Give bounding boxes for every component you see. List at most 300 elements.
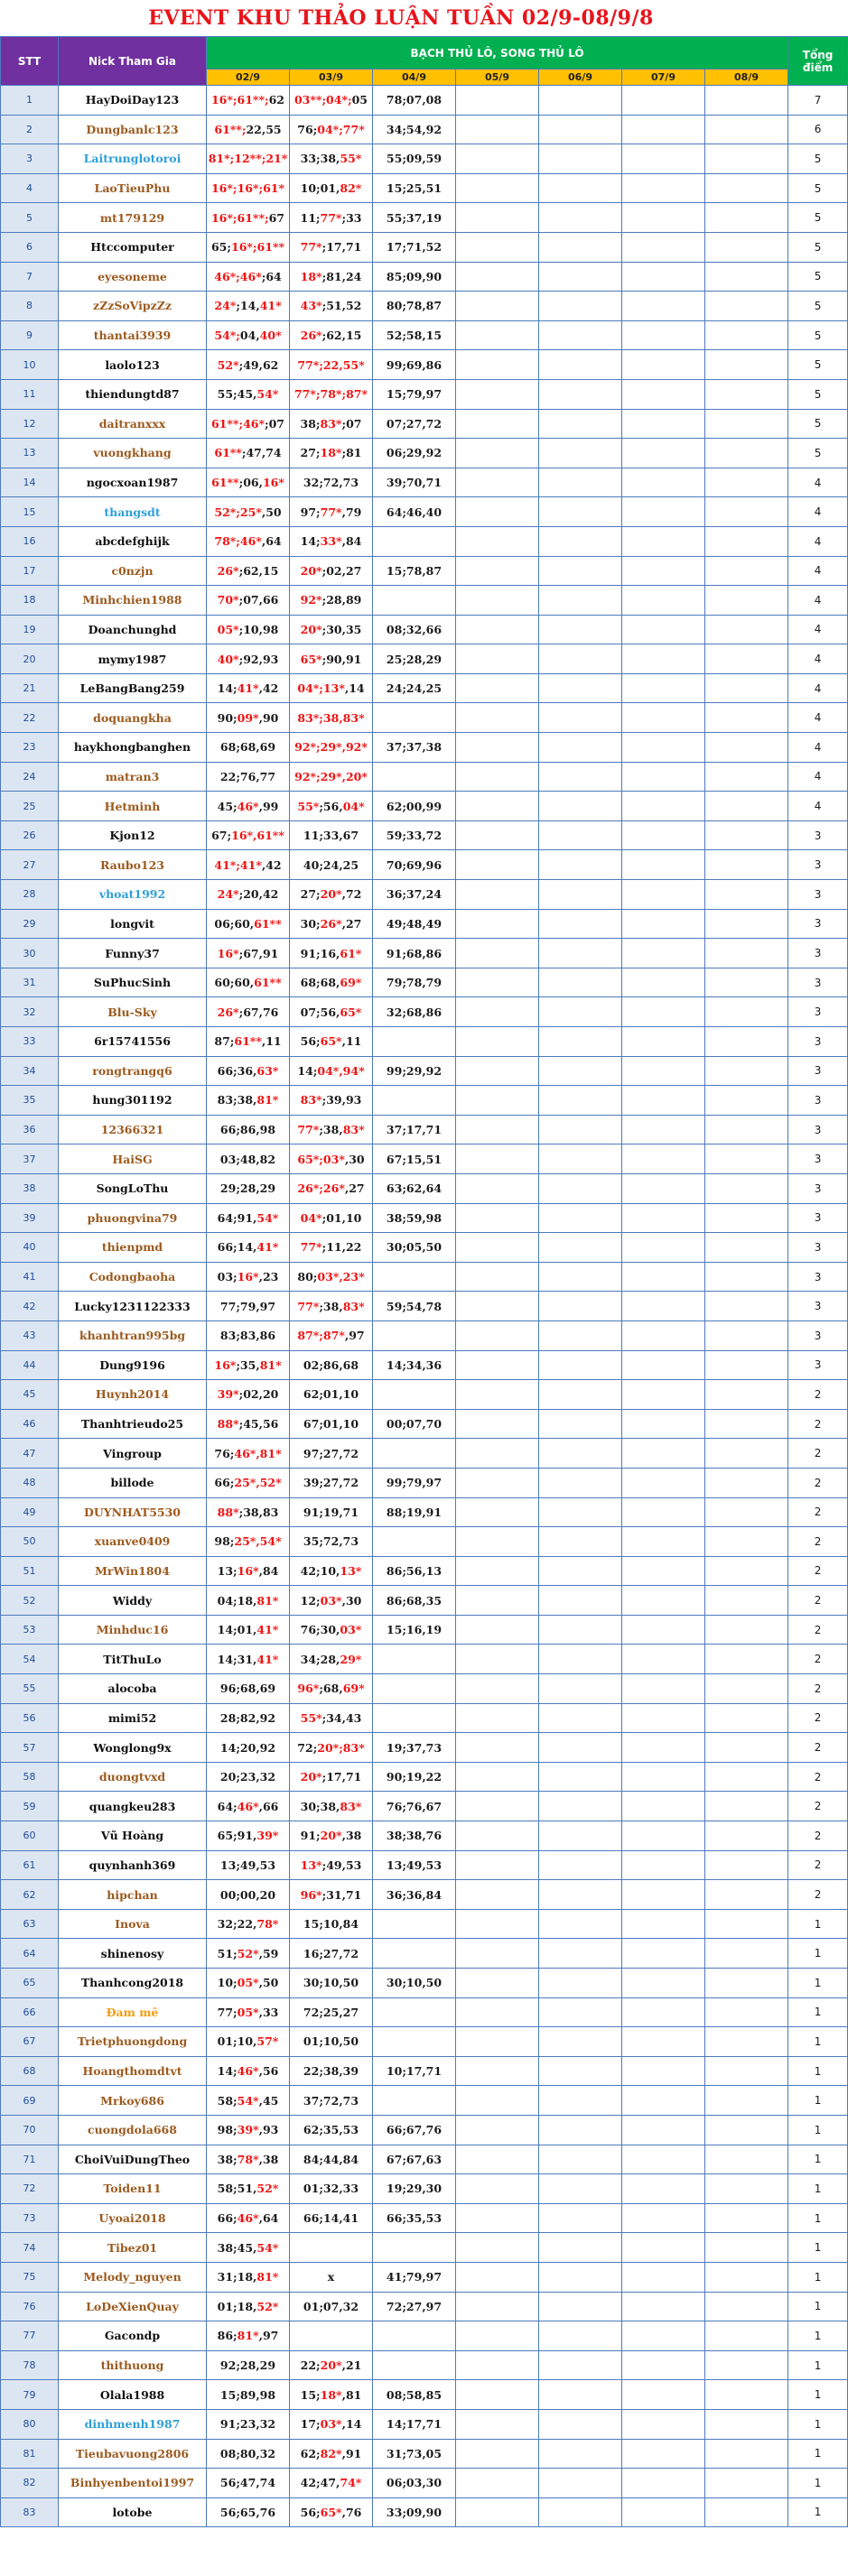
row-day-cell xyxy=(207,556,290,586)
pick-number: 66;14, xyxy=(217,1240,257,1255)
row-day-cell xyxy=(539,792,622,821)
pick-number: 49;48,49 xyxy=(386,916,443,931)
row-day-cell xyxy=(539,2469,622,2498)
row-day-cell xyxy=(207,1762,290,1792)
row-total: 1 xyxy=(788,2174,848,2204)
row-day-cell xyxy=(622,1997,705,2027)
row-day-cell xyxy=(622,673,705,703)
row-day-cell xyxy=(207,232,290,262)
row-day-cell xyxy=(539,409,622,439)
row-day-cell xyxy=(207,2145,290,2174)
row-day-cell xyxy=(373,2321,456,2351)
hit-number: 65* xyxy=(300,652,322,666)
row-day-cell xyxy=(373,1792,456,1821)
pick-number: 67;01,10 xyxy=(303,1417,359,1432)
row-stt: 23 xyxy=(1,733,59,763)
row-day-cell xyxy=(622,2056,705,2086)
row-day-cell xyxy=(373,320,456,350)
pick-number: 38;45, xyxy=(217,2240,257,2255)
row-day-cell xyxy=(705,1909,788,1939)
row-total: 1 xyxy=(788,1969,848,1998)
row-day-cell xyxy=(456,1292,539,1321)
row-day-cell xyxy=(456,86,539,116)
row-nick: 12366321 xyxy=(59,1115,207,1144)
row-day-cell xyxy=(539,2174,622,2204)
row-day-cell xyxy=(456,2233,539,2263)
row-day-cell xyxy=(622,850,705,880)
row-total: 5 xyxy=(788,144,848,174)
pick-number: ;45,56 xyxy=(238,1417,279,1432)
row-day-cell xyxy=(622,1969,705,1998)
row-nick: HaiSG xyxy=(59,1144,207,1174)
row-day-cell xyxy=(290,1703,373,1733)
row-day-cell xyxy=(705,1792,788,1821)
row-day-cell xyxy=(456,1821,539,1851)
pick-number: 06;03,30 xyxy=(386,2476,443,2490)
row-day-cell xyxy=(373,1056,456,1086)
row-day-cell xyxy=(290,292,373,321)
row-day-cell xyxy=(373,115,456,144)
hit-number: 77* xyxy=(300,1240,322,1255)
pick-number: ;81,24 xyxy=(321,269,362,283)
row-total: 2 xyxy=(788,1497,848,1527)
row-day-cell xyxy=(207,1821,290,1851)
row-day-cell xyxy=(456,1909,539,1939)
hit-number: 04*,94* xyxy=(317,1063,365,1078)
row-day-cell xyxy=(207,1320,290,1350)
hit-number: 81* xyxy=(256,1593,279,1608)
row-day-cell xyxy=(622,1439,705,1469)
pick-number: ;47,74 xyxy=(241,446,282,460)
row-day-cell xyxy=(705,1615,788,1645)
row-day-cell xyxy=(207,1233,290,1263)
row-day-cell xyxy=(456,1144,539,1174)
row-stt: 18 xyxy=(1,586,59,616)
row-day-cell xyxy=(290,1056,373,1086)
row-total: 1 xyxy=(788,2439,848,2469)
row-total: 3 xyxy=(788,1350,848,1380)
hit-number: 03* xyxy=(340,1623,362,1637)
hit-number: 26*;26* xyxy=(297,1181,345,1196)
row-day-cell xyxy=(207,673,290,703)
row-day-cell xyxy=(456,673,539,703)
pick-number: 63;62,64 xyxy=(386,1181,443,1196)
pick-number: ;62,15 xyxy=(321,329,362,343)
row-day-cell xyxy=(539,2056,622,2086)
row-day-cell xyxy=(207,615,290,644)
pick-number: ;17,71 xyxy=(321,240,362,255)
hit-number: 16* xyxy=(214,1357,237,1372)
row-day-cell xyxy=(622,526,705,556)
row-stt: 71 xyxy=(1,2145,59,2174)
row-day-cell xyxy=(207,2469,290,2498)
pick-number: 00;07,70 xyxy=(386,1417,443,1432)
pick-number: 86; xyxy=(217,2329,238,2343)
table-row xyxy=(1,1409,848,1439)
row-day-cell xyxy=(622,556,705,586)
row-day-cell xyxy=(456,526,539,556)
pick-number: x xyxy=(327,2270,335,2284)
row-stt: 37 xyxy=(1,1144,59,1174)
row-day-cell xyxy=(705,350,788,380)
row-day-cell xyxy=(622,262,705,292)
row-day-cell xyxy=(622,1586,705,1616)
row-stt: 28 xyxy=(1,880,59,910)
pick-number: 00;00,20 xyxy=(219,1887,276,1902)
hit-number: 81* xyxy=(237,2329,259,2343)
row-day-cell xyxy=(539,2203,622,2233)
row-stt: 35 xyxy=(1,1086,59,1116)
pick-number: 05 xyxy=(351,93,368,107)
row-nick: phuongvina79 xyxy=(59,1203,207,1233)
row-day-cell xyxy=(290,673,373,703)
table-row xyxy=(1,556,848,586)
row-day-cell xyxy=(622,909,705,939)
row-day-cell xyxy=(622,292,705,321)
hit-number: 03* xyxy=(320,1593,342,1608)
row-total: 2 xyxy=(788,1880,848,1910)
pick-number: 67 xyxy=(268,210,285,225)
row-day-cell xyxy=(290,1880,373,1910)
row-day-cell xyxy=(290,1320,373,1350)
row-day-cell xyxy=(207,1880,290,1910)
header-group: BẠCH THỦ LÔ, SONG THỦ LÔ xyxy=(207,37,788,69)
row-day-cell xyxy=(456,1733,539,1763)
row-day-cell xyxy=(373,2233,456,2263)
row-day-cell xyxy=(539,1792,622,1821)
pick-number: 76;76,67 xyxy=(386,1799,443,1813)
hit-number: 77* xyxy=(320,210,342,225)
row-day-cell xyxy=(705,1674,788,1704)
row-day-cell xyxy=(456,1439,539,1469)
row-day-cell xyxy=(290,850,373,880)
row-day-cell xyxy=(290,615,373,644)
row-day-cell xyxy=(705,1821,788,1851)
row-total: 4 xyxy=(788,703,848,733)
row-day-cell xyxy=(539,1733,622,1763)
table-row xyxy=(1,2027,848,2057)
pick-number: 56; xyxy=(300,2505,321,2519)
row-nick: Đam mê xyxy=(59,1997,207,2027)
row-day-cell xyxy=(456,2027,539,2057)
row-total: 4 xyxy=(788,792,848,821)
row-stt: 10 xyxy=(1,350,59,380)
row-day-cell xyxy=(622,2086,705,2116)
pick-number: ,27 xyxy=(341,916,362,931)
table-row xyxy=(1,1320,848,1350)
pick-number: 02;86,68 xyxy=(303,1357,359,1372)
pick-number: 01;07,32 xyxy=(303,2299,359,2313)
pick-number: ;49,53 xyxy=(321,1858,362,1872)
row-total: 2 xyxy=(788,1703,848,1733)
hit-number: 41* xyxy=(256,1652,279,1666)
row-day-cell xyxy=(539,86,622,116)
pick-number: 01;18, xyxy=(217,2299,257,2313)
row-day-cell xyxy=(622,1645,705,1674)
row-day-cell xyxy=(207,1909,290,1939)
hit-number: 69* xyxy=(342,1682,365,1696)
pick-number: 83;38, xyxy=(217,1093,257,1107)
pick-number: ;34,43 xyxy=(321,1710,362,1725)
row-day-cell xyxy=(456,703,539,733)
row-day-cell xyxy=(456,880,539,910)
row-stt: 43 xyxy=(1,1320,59,1350)
table-row xyxy=(1,850,848,880)
row-stt: 6 xyxy=(1,232,59,262)
row-day-cell xyxy=(207,2262,290,2292)
pick-number: 64;46,40 xyxy=(386,505,443,519)
row-day-cell xyxy=(539,2380,622,2410)
row-day-cell xyxy=(290,232,373,262)
hit-number: 16* xyxy=(237,1270,259,1284)
hit-number: 41* xyxy=(259,299,282,313)
row-day-cell xyxy=(456,1792,539,1821)
row-total: 3 xyxy=(788,1115,848,1144)
pick-number: 19;37,73 xyxy=(386,1740,443,1755)
row-day-cell xyxy=(207,409,290,439)
row-day-cell xyxy=(539,644,622,674)
pick-number: ,14 xyxy=(344,681,365,696)
hit-number: 74* xyxy=(340,2476,362,2490)
pick-number: ,30 xyxy=(341,1593,362,1608)
pick-number: ;35, xyxy=(236,1357,260,1372)
pick-number: 91;23,32 xyxy=(219,2417,276,2432)
pick-number: ;64 xyxy=(261,269,282,283)
row-day-cell xyxy=(456,1645,539,1674)
row-day-cell xyxy=(705,409,788,439)
row-day-cell xyxy=(539,733,622,763)
pick-number: ;33 xyxy=(341,210,362,225)
pick-number: ,91 xyxy=(341,2446,362,2460)
row-day-cell xyxy=(456,733,539,763)
row-day-cell xyxy=(705,820,788,850)
row-day-cell xyxy=(373,1939,456,1969)
pick-number: 17; xyxy=(300,2417,321,2432)
row-day-cell xyxy=(290,1144,373,1174)
row-day-cell xyxy=(539,1144,622,1174)
hit-number: 88* xyxy=(217,1417,239,1432)
row-day-cell xyxy=(373,880,456,910)
pick-number: 06;29,92 xyxy=(386,446,443,460)
row-total: 7 xyxy=(788,86,848,116)
row-day-cell xyxy=(290,733,373,763)
row-nick: Dung9196 xyxy=(59,1350,207,1380)
row-day-cell xyxy=(207,1439,290,1469)
row-day-cell xyxy=(373,1969,456,1998)
row-day-cell xyxy=(207,1115,290,1144)
pick-number: 84;44,84 xyxy=(303,2152,359,2166)
row-day-cell xyxy=(290,968,373,997)
row-day-cell xyxy=(539,1380,622,1410)
row-day-cell xyxy=(622,1262,705,1292)
row-total: 3 xyxy=(788,1203,848,1233)
hit-number: 78* xyxy=(256,1917,279,1932)
row-day-cell xyxy=(539,1086,622,1116)
pick-number: ;92,93 xyxy=(238,652,279,666)
row-day-cell xyxy=(373,2115,456,2145)
row-stt: 55 xyxy=(1,1674,59,1704)
row-day-cell xyxy=(456,1586,539,1616)
row-day-cell xyxy=(705,762,788,792)
row-stt: 12 xyxy=(1,409,59,439)
hit-number: 26* xyxy=(320,916,342,931)
table-row xyxy=(1,2174,848,2204)
table-row xyxy=(1,644,848,674)
row-day-cell xyxy=(207,1997,290,2027)
row-day-cell xyxy=(456,1939,539,1969)
row-day-cell xyxy=(539,703,622,733)
row-day-cell xyxy=(705,2439,788,2469)
pick-number: 83;83,86 xyxy=(219,1329,276,1343)
pick-number: 38;59,98 xyxy=(386,1210,443,1225)
row-nick: Tieubavuong2806 xyxy=(59,2439,207,2469)
hit-number: 40* xyxy=(259,329,282,343)
header-day: 08/9 xyxy=(705,69,788,86)
pick-number: ;28,89 xyxy=(321,593,362,607)
row-day-cell xyxy=(705,2469,788,2498)
row-nick: vuongkhang xyxy=(59,439,207,468)
hit-number: 81* xyxy=(256,1093,279,1107)
pick-number: ;20,42 xyxy=(238,887,279,902)
pick-number: 34;54,92 xyxy=(386,122,443,136)
pick-number: 15;10,84 xyxy=(303,1917,359,1932)
row-stt: 38 xyxy=(1,1173,59,1203)
pick-number: 31;73,05 xyxy=(386,2446,443,2460)
row-day-cell xyxy=(456,1497,539,1527)
hit-number: 04*;13* xyxy=(297,681,345,696)
table-row xyxy=(1,1468,848,1497)
table-row xyxy=(1,1027,848,1057)
hit-number: 05* xyxy=(237,2005,259,2019)
row-nick: Raubo123 xyxy=(59,850,207,880)
row-nick: Lucky1231122333 xyxy=(59,1292,207,1321)
header-day: 05/9 xyxy=(456,69,539,86)
row-day-cell xyxy=(373,703,456,733)
row-day-cell xyxy=(456,2439,539,2469)
row-stt: 36 xyxy=(1,1115,59,1144)
row-day-cell xyxy=(207,2497,290,2527)
hit-number: 09* xyxy=(237,710,259,725)
table-row xyxy=(1,409,848,439)
row-nick: eyesoneme xyxy=(59,262,207,292)
row-day-cell xyxy=(373,1997,456,2027)
row-stt: 64 xyxy=(1,1939,59,1969)
pick-number: 30; xyxy=(300,916,321,931)
row-day-cell xyxy=(207,762,290,792)
table-row xyxy=(1,615,848,644)
pick-number: 20;23,32 xyxy=(219,1770,276,1784)
pick-number: ,66 xyxy=(258,1799,279,1813)
pick-number: ,64 xyxy=(261,534,282,549)
hit-number: 78* xyxy=(237,2152,259,2166)
row-day-cell xyxy=(456,1233,539,1263)
row-day-cell xyxy=(290,1262,373,1292)
hit-number: 18* xyxy=(300,269,322,283)
row-stt: 72 xyxy=(1,2174,59,2204)
pick-number: ,64 xyxy=(258,2211,279,2226)
row-nick: Binhyenbentoi1997 xyxy=(59,2469,207,2498)
hit-number: 04* xyxy=(300,1210,322,1225)
row-stt: 30 xyxy=(1,939,59,968)
row-day-cell xyxy=(622,86,705,116)
pick-number: 56; xyxy=(300,1034,321,1049)
row-day-cell xyxy=(290,792,373,821)
row-day-cell xyxy=(207,1733,290,1763)
row-nick: thienpmd xyxy=(59,1233,207,1263)
row-day-cell xyxy=(539,1027,622,1057)
row-nick: Htccomputer xyxy=(59,232,207,262)
row-day-cell xyxy=(705,1144,788,1174)
row-stt: 83 xyxy=(1,2497,59,2527)
table-row xyxy=(1,1586,848,1616)
row-day-cell xyxy=(207,1086,290,1116)
row-nick: thantai3939 xyxy=(59,320,207,350)
row-total: 1 xyxy=(788,2233,848,2263)
row-day-cell xyxy=(456,1674,539,1704)
row-day-cell xyxy=(705,1850,788,1880)
row-day-cell xyxy=(539,1880,622,1910)
row-day-cell xyxy=(622,792,705,821)
row-day-cell xyxy=(373,1468,456,1497)
row-day-cell xyxy=(207,1527,290,1557)
hit-number: 39* xyxy=(217,1387,239,1402)
row-day-cell xyxy=(539,2027,622,2057)
pick-number: 01;32,33 xyxy=(303,2182,359,2196)
table-row xyxy=(1,2086,848,2116)
row-total: 2 xyxy=(788,1556,848,1586)
row-day-cell xyxy=(622,115,705,144)
row-day-cell xyxy=(373,850,456,880)
hit-number: 26* xyxy=(300,329,322,343)
pick-number: 39;27,72 xyxy=(303,1476,359,1490)
row-day-cell xyxy=(373,2292,456,2321)
row-day-cell xyxy=(207,2292,290,2321)
row-stt: 61 xyxy=(1,1850,59,1880)
row-day-cell xyxy=(456,1086,539,1116)
pick-number: 10; xyxy=(217,1976,238,1990)
row-stt: 41 xyxy=(1,1262,59,1292)
hit-number: 65* xyxy=(340,1005,362,1019)
row-day-cell xyxy=(373,615,456,644)
row-day-cell xyxy=(290,526,373,556)
pick-number: ;06, xyxy=(238,476,263,490)
row-nick: laolo123 xyxy=(59,350,207,380)
pick-number: 04;18, xyxy=(217,1593,257,1608)
table-row xyxy=(1,1203,848,1233)
row-day-cell xyxy=(705,2233,788,2263)
row-total: 3 xyxy=(788,1144,848,1174)
row-day-cell xyxy=(622,2115,705,2145)
pick-number: 59;54,78 xyxy=(386,1299,443,1313)
hit-number: 54* xyxy=(256,1210,279,1225)
row-day-cell xyxy=(373,2086,456,2116)
row-day-cell xyxy=(705,115,788,144)
pick-number: 76; xyxy=(214,1446,235,1460)
row-total: 1 xyxy=(788,2409,848,2439)
row-day-cell xyxy=(290,1380,373,1410)
row-day-cell xyxy=(622,1409,705,1439)
pick-number: ;10,98 xyxy=(238,622,279,636)
pick-number: 12; xyxy=(300,1593,321,1608)
row-day-cell xyxy=(705,1086,788,1116)
row-stt: 51 xyxy=(1,1556,59,1586)
row-day-cell xyxy=(622,2174,705,2204)
table-row xyxy=(1,350,848,380)
row-stt: 50 xyxy=(1,1527,59,1557)
row-day-cell xyxy=(705,2380,788,2410)
row-day-cell xyxy=(622,1115,705,1144)
row-day-cell xyxy=(539,2497,622,2527)
